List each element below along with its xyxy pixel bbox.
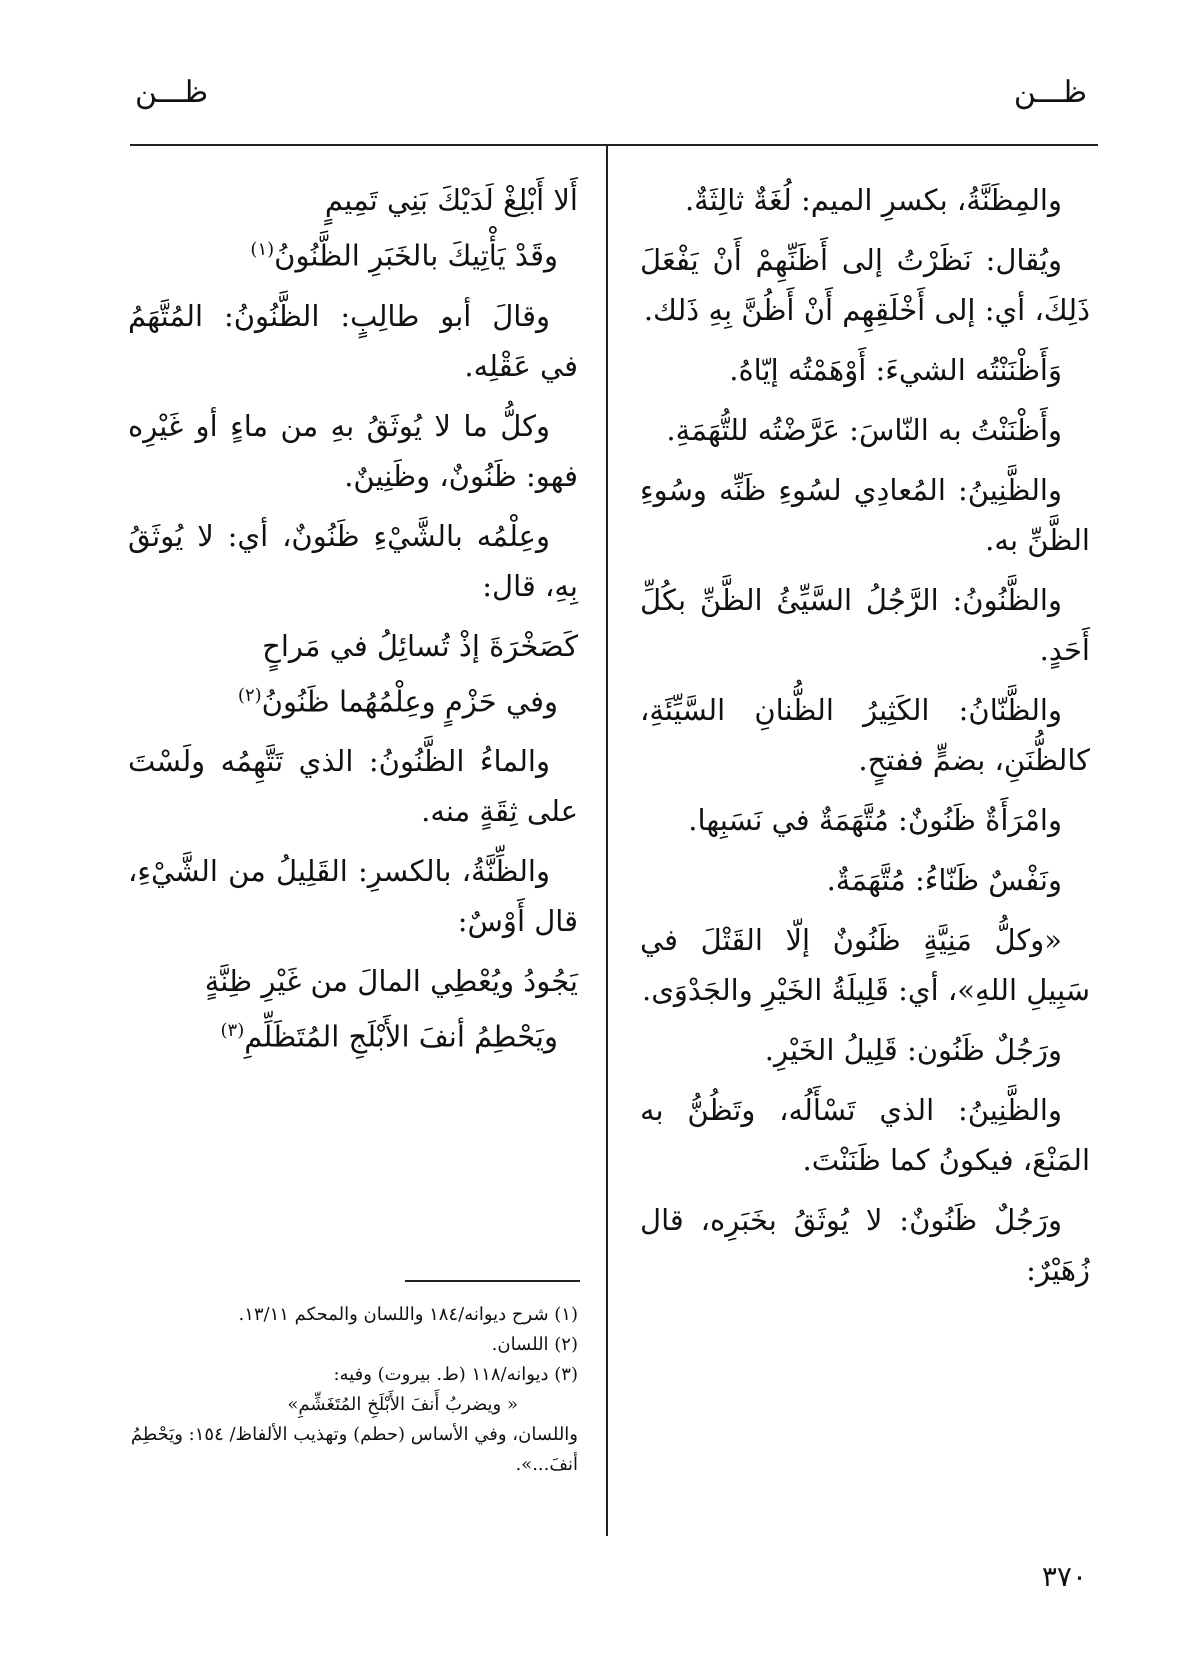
- verse-anonymous: [128, 621, 578, 727]
- verse-line: [128, 671, 578, 727]
- column-divider: [606, 146, 608, 1536]
- entry-paragraph: وأَظْنَنْتُ به النّاسَ: عَرَّضْتُه للتُّهَمَةِ.: [666, 413, 1062, 447]
- verse-text: وقَدْ يَأْتِيكَ بالخَبَرِ الظَّنُونُ: [274, 238, 558, 273]
- footnote-rule: [405, 1280, 580, 1282]
- right-column: [640, 175, 1090, 1305]
- entry-paragraph: والظَّنُونُ: الرَّجُلُ السَّيِّئُ الظَّنِّ بكُلِّ أَحَدٍ.: [640, 583, 1090, 667]
- entry-paragraph: والمِظَنَّةُ، بكسرِ الميم: لُغَةٌ ثالِثَةٌ.: [684, 183, 1062, 217]
- entry-paragraph: وامْرَأَةٌ ظَنُونٌ: مُتَّهَمَةٌ في نَسَبِها.: [688, 803, 1062, 837]
- entry-paragraph: والظِّنَّةُ، بالكسرِ: القَلِيلُ من الشَّيْءِ، قال أَوْسٌ:: [128, 854, 578, 939]
- entry-paragraph: «وكلُّ مَنِيَّةٍ ظَنُونٌ إلّا القَتْلَ في سَبِيلِ اللهِ»، أي: قَلِيلَةُ الخَيْرِ والجَدْوَى.: [640, 923, 1090, 1007]
- running-head-left: ظـــن: [135, 75, 209, 110]
- footnote-quote: « ويضربُ أَنفَ الأَبْلَخِ المُتَغَشِّمِ»: [287, 1394, 518, 1415]
- footnote: واللسان، وفي الأساس (حطم) وتهذيب الألفاظ/ ١٥٤: ويَحْطِمُ أنفَ...».: [130, 1424, 578, 1475]
- running-head-right: ظـــن: [1013, 75, 1087, 110]
- entry-paragraph: وقالَ أبو طالِبٍ: الظَّنُونُ: المُتَّهَمُ في عَقْلِه.: [128, 298, 578, 383]
- footnote-marker: (١): [250, 239, 275, 260]
- entry-paragraph: ورَجُلٌ ظَنُونٌ: لا يُوثَقُ بخَبَرِه، قال زُهَيْرٌ:: [640, 1203, 1090, 1287]
- verse-zuhayr: [128, 175, 578, 281]
- footnotes: [128, 1300, 578, 1480]
- entry-paragraph: وَأَظْنَنْتُه الشيءَ: أَوْهَمْتُه إيّاهُ.: [729, 353, 1062, 387]
- footnote-marker: (٢): [237, 684, 262, 706]
- entry-paragraph: ورَجُلٌ ظَنُون: قَلِيلُ الخَيْرِ.: [764, 1033, 1062, 1067]
- footnote: (٣) ديوانه/١١٨ (ط. بيروت) وفيه:: [333, 1364, 578, 1385]
- entry-paragraph: وعِلْمُه بالشَّيْءِ ظَنُونٌ، أي: لا يُوثَقُ بِهِ، قال:: [128, 518, 578, 603]
- verse-line: كَصَخْرَةَ إذْ تُسائِلُ في مَراحٍ: [262, 628, 578, 663]
- footnote: (١) شرح ديوانه/١٨٤ واللسان والمحكم ١٣/١١.: [238, 1304, 578, 1325]
- verse-line: [128, 225, 578, 281]
- entry-paragraph: والظَّنِينُ: المُعادِي لسُوءِ ظَنِّه وسُوءِ الظَّنِّ به.: [640, 473, 1090, 557]
- left-column: [128, 175, 578, 1072]
- entry-paragraph: والماءُ الظَّنُونُ: الذي تَتَّهِمُه ولَسْتَ على ثِقَةٍ منه.: [128, 744, 578, 829]
- entry-paragraph: وكلُّ ما لا يُوثَقُ بهِ من ماءٍ أو غَيْرِه فهو: ظَنُونٌ، وظَنِينٌ.: [128, 408, 578, 493]
- page-number: ٣٧٠: [1041, 1560, 1087, 1593]
- entry-paragraph: ويُقال: نَظَرْتُ إلى أَظَنِّهِمْ أَنْ يَفْعَلَ ذَلِكَ، أي: إلى أَخْلَقِهِم أَنْ أَظُنَّ بِهِ ذَلك.: [640, 243, 1090, 327]
- header-rule: [130, 144, 1098, 146]
- verse-line: أَلا أَبْلِغْ لَدَيْكَ بَنِي تَمِيمٍ: [324, 183, 578, 217]
- verse-line: يَجُودُ ويُعْطِي المالَ من غَيْرِ ظِنَّةٍ: [204, 964, 578, 999]
- verse-text: ويَحْطِمُ أنفَ الأَبْلَجِ المُتَظَلِّمِ: [244, 1019, 558, 1054]
- footnote-marker: (٣): [220, 1020, 245, 1042]
- entry-paragraph: والظَّنِينُ: الذي تَسْأَلُه، وتَظُنُّ به المَنْعَ، فيكونُ كما ظَنَنْتَ.: [640, 1093, 1090, 1177]
- verse-line: [128, 1006, 578, 1062]
- entry-paragraph: ونَفْسٌ ظَنّاءُ: مُتَّهَمَةٌ.: [826, 863, 1062, 897]
- verse-aws: [128, 956, 578, 1062]
- entry-paragraph: والظَّنّانُ: الكَثِيرُ الظُّنانِ السَّيِّئَةِ، كالظُّنَنِ، بضمٍّ ففتحٍ.: [640, 693, 1090, 777]
- footnote: (٢) اللسان.: [491, 1334, 578, 1355]
- verse-text: وفي حَزْمٍ وعِلْمُهُما ظَنُونُ: [261, 684, 558, 719]
